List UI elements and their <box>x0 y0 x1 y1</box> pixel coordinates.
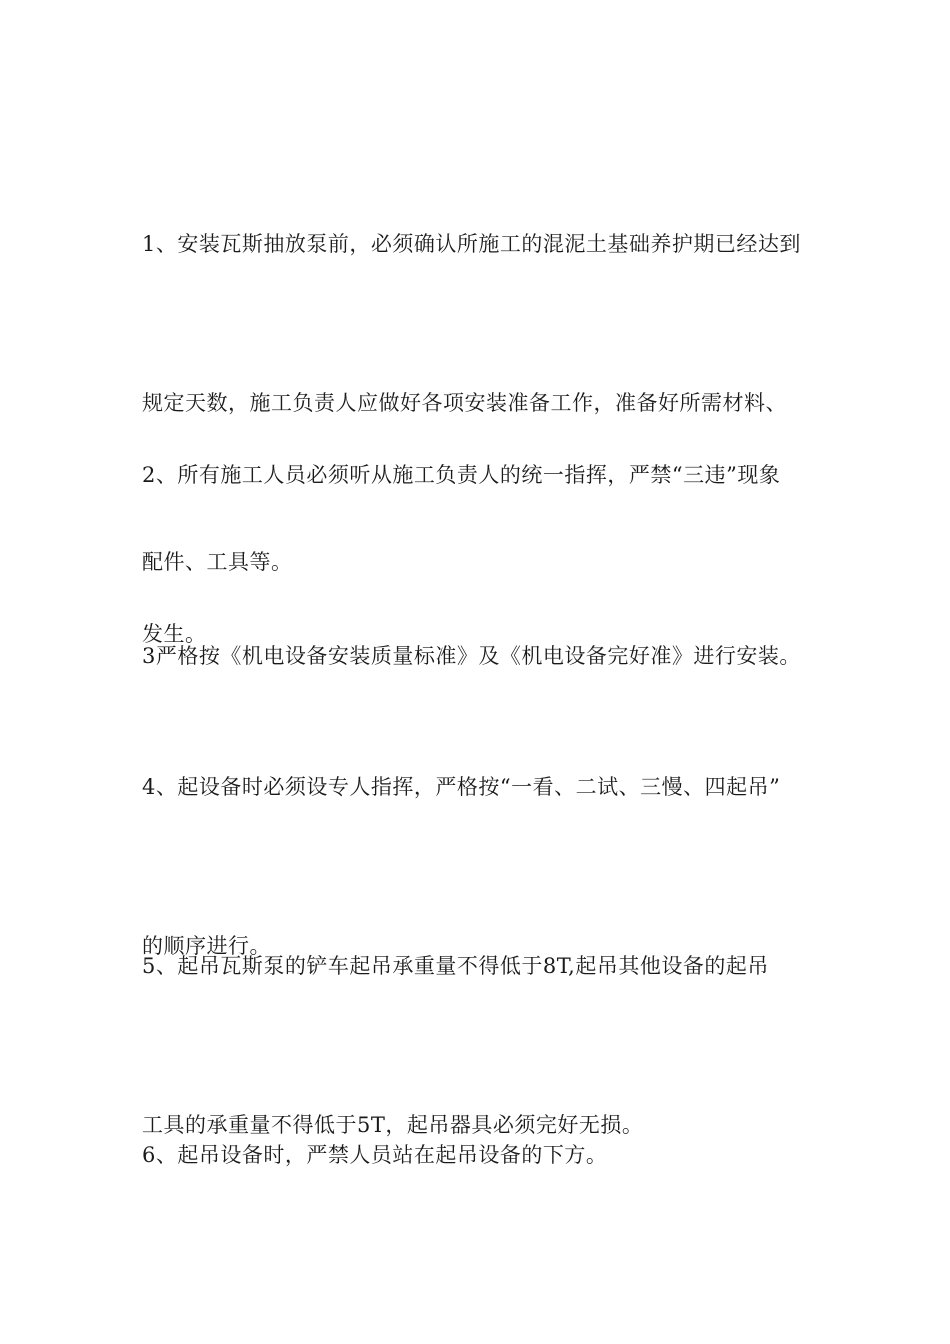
paragraph-line: 3严格按《机电设备安装质量标准》及《机电设备完好准》进行安装。 <box>142 644 801 668</box>
paragraph-line: 工具的承重量不得低于5T，起吊器具必须完好无损。 <box>142 1113 644 1137</box>
paragraph-line: 规定天数，施工负责人应做好各项安装准备工作，准备好所需材料、 <box>142 391 787 415</box>
paragraph-line: 4、起设备时必须设专人指挥，严格按“一看、二试、三慢、四起吊” <box>142 775 781 799</box>
paragraph-6 <box>142 1023 832 1288</box>
paragraph-line: 配件、工具等。 <box>142 550 293 574</box>
paragraph-line: 发生。 <box>142 622 207 646</box>
paragraph-line: 6、起吊设备时，严禁人员站在起吊设备的下方。 <box>142 1143 608 1167</box>
paragraph-line: 5、起吊瓦斯泵的铲车起吊承重量不得低于8T,起吊其他设备的起吊 <box>142 954 769 978</box>
paragraph-line: 的顺序进行。 <box>142 934 271 958</box>
paragraph-line: 2、所有施工人员必须听从施工负责人的统一指挥，严禁“三违”现象 <box>142 463 781 487</box>
paragraph-line: 1、安装瓦斯抽放泵前，必须确认所施工的混泥土基础养护期已经达到 <box>142 232 801 256</box>
